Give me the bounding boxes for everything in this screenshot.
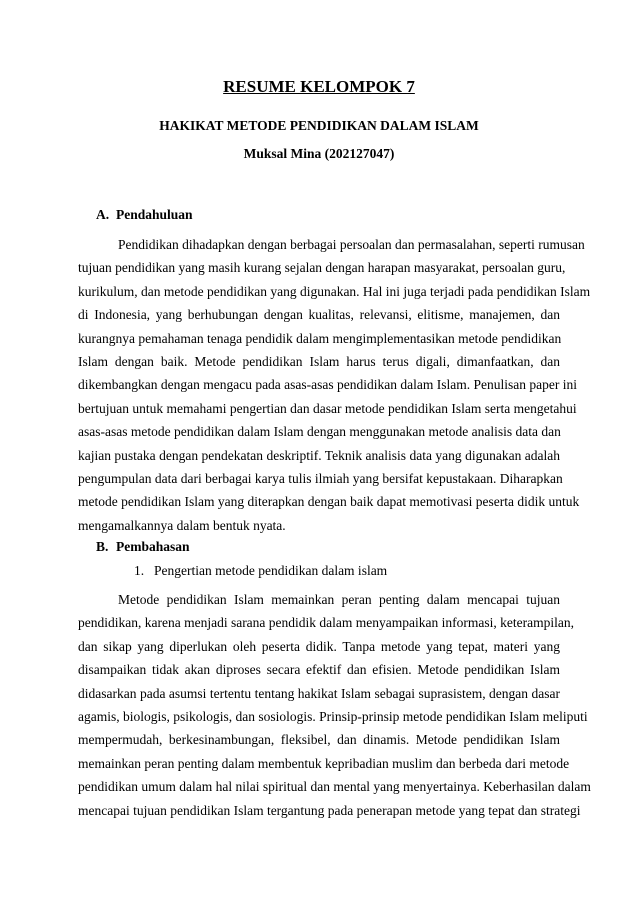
paragraph-line: Metode pendidikan Islam memainkan peran penting dalam mencapai tujuan xyxy=(118,592,560,607)
paragraph-line: disampaikan tidak akan diproses secara efektif dan efisien. Metode pendidikan Islam xyxy=(78,662,560,678)
section-b-heading-text: Pembahasan xyxy=(116,539,190,554)
paragraph-line: dikembangkan dengan mengacu pada asas-asas pendidikan dalam Islam. Penulisan paper ini xyxy=(78,377,577,393)
section-a-paragraph xyxy=(78,233,591,537)
paragraph-line: asas-asas metode pendidikan dalam Islam dengan menggunakan metode analisis data dan xyxy=(78,424,561,440)
paragraph-line: bertujuan untuk memahami pengertian dan dasar metode pendidikan Islam serta mengetahui xyxy=(78,400,577,416)
document-author: Muksal Mina (202127047) xyxy=(243,146,395,161)
subsection-1-heading-text: Pengertian metode pendidikan dalam islam xyxy=(154,563,388,578)
paragraph-line: kajian pustaka dengan pendekatan deskriptif. Teknik analisis data yang digunakan adalah xyxy=(78,447,560,463)
paragraph-line: tujuan pendidikan yang masih kurang sejalan dengan harapan masyarakat, persoalan guru, xyxy=(78,260,566,276)
paragraph-line: Pendidikan dihadapkan dengan berbagai persoalan dan permasalahan, seperti rumusan xyxy=(118,237,585,252)
paragraph-line: dan sikap yang diperlukan oleh peserta didik. Tanpa metode yang tepat, materi yang xyxy=(78,638,560,654)
subsection-1-marker: 1. xyxy=(134,563,145,578)
section-a-heading-text: Pendahuluan xyxy=(116,207,193,222)
paragraph-line: agamis, biologis, psikologis, dan sosiologis. Prinsip-prinsip metode pendidikan Islam meliputi xyxy=(78,708,588,724)
section-b-heading xyxy=(96,538,190,556)
section-a-marker: A. xyxy=(96,207,110,222)
subsection-1-heading xyxy=(134,562,387,580)
paragraph-line: kurangnya pemahaman tenaga pendidik dalam mengimplementasikan metode pendidikan xyxy=(78,330,562,346)
paragraph-line: mempermudah, berkesinambungan, fleksibel, dan dinamis. Metode pendidikan Islam xyxy=(78,732,560,748)
paragraph-line: pengumpulan data dari berbagai karya tulis ilmiah yang bersifat kepustakaan. Diharapkan xyxy=(78,470,563,486)
paragraph-line: memainkan peran penting dalam membentuk kepribadian muslim dan berbeda dari metode xyxy=(78,755,570,771)
paragraph-line: metode pendidikan Islam yang diterapkan dengan baik dapat memotivasi peserta didik untuk xyxy=(78,494,580,510)
section-a-heading xyxy=(96,206,193,224)
paragraph-line: didasarkan pada asumsi tertentu tentang hakikat Islam sebagai suprasistem, dengan dasar xyxy=(78,685,560,701)
paragraph-line: di Indonesia, yang berhubungan dengan kualitas, relevansi, elitisme, manajemen, dan xyxy=(78,307,560,323)
paragraph-line: Islam dengan baik. Metode pendidikan Islam harus terus digali, dimanfaatkan, dan xyxy=(78,353,560,369)
section-b-paragraph xyxy=(78,588,591,822)
paragraph-line: pendidikan, karena menjadi sarana pendidik dalam menyampaikan informasi, keterampilan, xyxy=(78,615,574,631)
paragraph-line: pendidikan umum dalam hal nilai spiritual dan mental yang menyertainya. Keberhasilan dalam xyxy=(78,779,591,795)
paragraph-line: kurikulum, dan metode pendidikan yang digunakan. Hal ini juga terjadi pada pendidikan Islam xyxy=(78,283,591,299)
paragraph-line: mencapai tujuan pendidikan Islam tergantung pada penerapan metode yang tepat dan strategi xyxy=(78,802,581,818)
section-b-marker: B. xyxy=(96,539,109,554)
paragraph-line: mengamalkannya dalam bentuk nyata. xyxy=(78,517,286,533)
document-title: RESUME KELOMPOK 7 xyxy=(223,77,415,96)
document-subtitle: HAKIKAT METODE PENDIDIKAN DALAM ISLAM xyxy=(159,118,479,133)
